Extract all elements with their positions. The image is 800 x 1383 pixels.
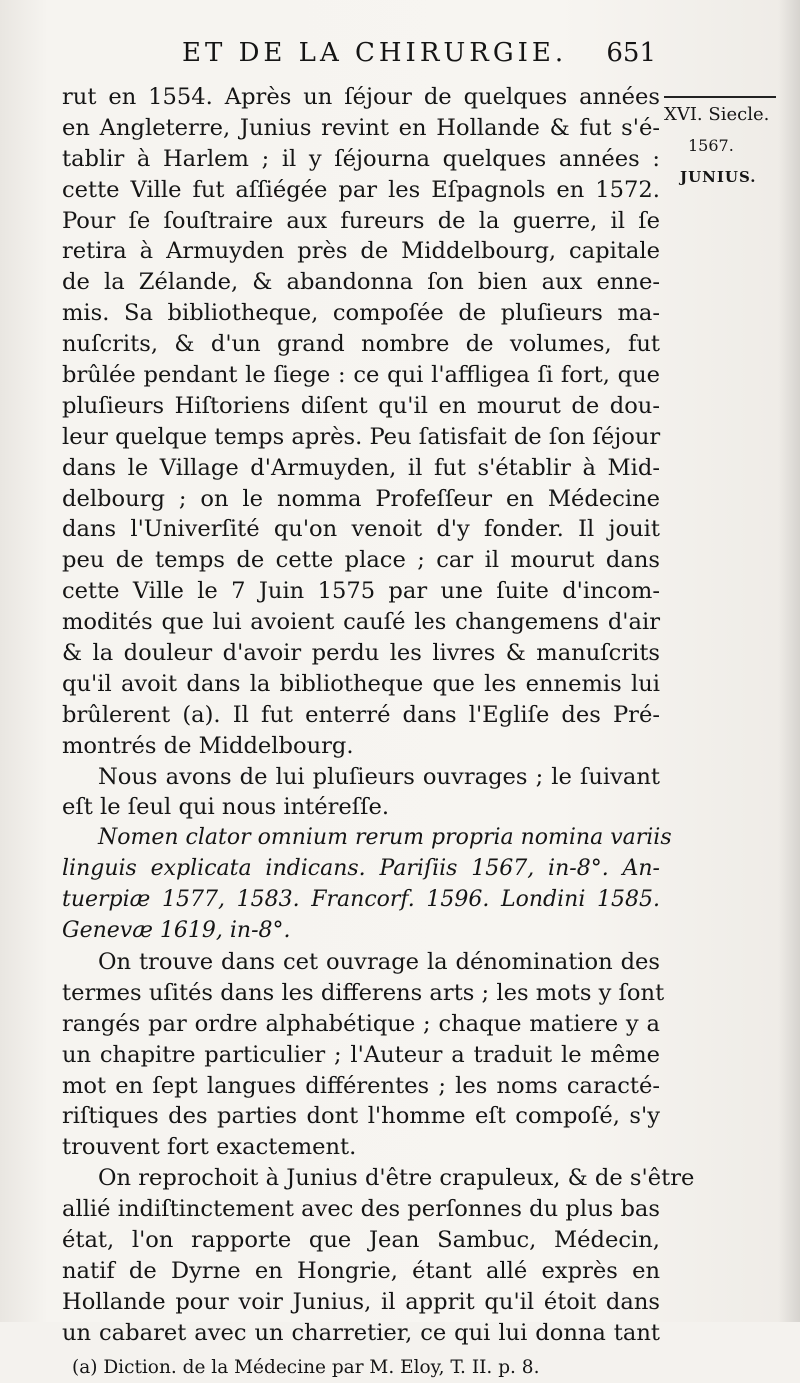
text-line: & la douleur d'avoir perdu les livres & manuſcrits	[62, 640, 660, 667]
running-title: ET DE LA CHIRURGIE.	[182, 38, 568, 68]
text-line: allié indiſtinctement avec des perſonnes du plus bas	[62, 1196, 660, 1223]
text-line: qu'il avoit dans la bibliotheque que les ennemis lui	[62, 670, 660, 697]
text-line: peu de temps de cette place ; car il mourut dans	[62, 547, 660, 574]
text-line: cette Ville le 7 Juin 1575 par une ſuite d'incom-	[62, 578, 660, 605]
text-line: trouvent fort exactement.	[62, 1134, 357, 1161]
text-line: de la Zélande, & abandonna ſon bien aux enne-	[62, 269, 660, 296]
text-line: tablir à Harlem ; il y ſéjourna quelques années :	[62, 145, 660, 172]
text-line: en Angleterre, Junius revint en Hollande & fut s'é-	[62, 114, 660, 141]
book-title-line: linguis explicata indicans. Pariſiis 1567, in-8°. An-	[62, 856, 660, 882]
text-line: leur quelque temps après. Peu ſatisfait de ſon ſéjour	[62, 423, 661, 450]
book-title-line: Nomen clator omnium rerum propria nomina variis	[98, 825, 672, 851]
text-line: termes uſités dans les differens arts ; les mots y ſont	[62, 979, 665, 1006]
text-line: natif de Dyrne en Hongrie, étant allé exprès en	[62, 1257, 660, 1284]
body-text	[62, 82, 695, 1383]
text-line: cette Ville fut aſſiégée par les Eſpagnols en 1572.	[62, 176, 660, 203]
text-line: On reprochoit à Junius d'être crapuleux, & de s'être	[98, 1165, 695, 1192]
page-edge-shadow	[778, 0, 800, 1322]
text-line: dans l'Univerſité qu'on venoit d'y fonder. Il jouit	[62, 516, 660, 543]
text-line: Pour ſe ſouſtraire aux fureurs de la guerre, il ſe	[62, 207, 660, 234]
text-line: dans le Village d'Armuyden, il fut s'établir à Mid-	[62, 454, 660, 481]
book-title-line: tuerpiæ 1577, 1583. Francorf. 1596. Londini 1585.	[62, 887, 660, 913]
text-line: delbourg ; on le nomma Profeſſeur en Médecine	[62, 485, 660, 512]
text-line: pluſieurs Hiſtoriens diſent qu'il en mourut de dou-	[62, 392, 660, 419]
text-line: Hollande pour voir Junius, il apprit qu'il étoit dans	[62, 1288, 660, 1315]
footnote: (a) Diction. de la Médecine par M. Eloy, T. II. p. 8.	[72, 1356, 540, 1378]
text-line: brûlerent (a). Il fut enterré dans l'Egliſe des Pré-	[62, 701, 660, 728]
margin-century: XVI. Siecle.	[664, 104, 770, 125]
text-line: état, l'on rapporte que Jean Sambuc, Médecin,	[62, 1226, 660, 1253]
text-line: rut en 1554. Après un ſéjour de quelques années	[62, 84, 660, 110]
text-line: Nous avons de lui pluſieurs ouvrages ; le ſuivant	[98, 763, 660, 790]
text-line: modités que lui avoient cauſé les changemens d'air	[62, 609, 660, 636]
text-line: mis. Sa bibliotheque, compoſée de pluſieurs ma-	[62, 300, 660, 327]
text-line: retira à Armuyden près de Middelbourg, capitale	[62, 238, 660, 265]
margin-notes	[664, 82, 784, 193]
page-header	[62, 30, 660, 78]
text-line: riſtiques des parties dont l'homme eſt compoſé, s'y	[62, 1103, 660, 1130]
page-number: 651	[606, 38, 656, 68]
text-line: un chapitre particulier ; l'Auteur a traduit le même	[62, 1041, 660, 1068]
book-title-line: Genevæ 1619, in-8°.	[62, 918, 291, 944]
margin-rule	[664, 96, 776, 98]
text-line: brûlée pendant le ſiege : ce qui l'affligea ſi fort, que	[62, 362, 660, 389]
margin-year: 1567.	[688, 135, 734, 155]
text-line: nuſcrits, & d'un grand nombre de volumes, fut	[62, 331, 660, 358]
text-line: eſt le ſeul qui nous intéreſſe.	[62, 794, 390, 821]
text-line: mot en ſept langues différentes ; les noms caracté-	[62, 1072, 660, 1099]
margin-name: JUNIUS.	[680, 167, 757, 186]
text-line: On trouve dans cet ouvrage la dénomination des	[98, 948, 660, 975]
text-line: un cabaret avec un charretier, ce qui lui donna tant	[62, 1319, 660, 1346]
text-line: rangés par ordre alphabétique ; chaque matiere y a	[62, 1010, 660, 1037]
text-line: montrés de Middelbourg.	[62, 732, 354, 759]
